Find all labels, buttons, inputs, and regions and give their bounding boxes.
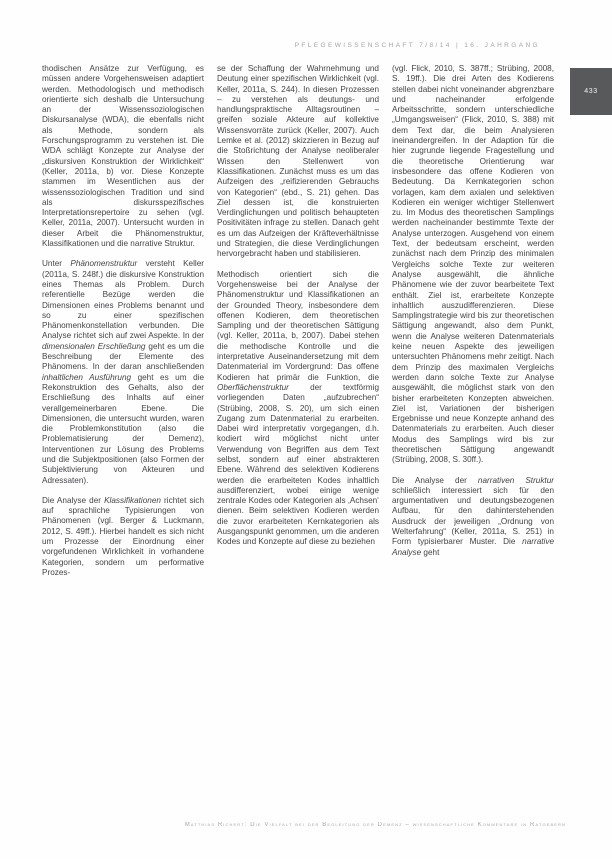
paragraph: Unter Phänomenstruktur versteht Keller (2011a, S. 248f.) die diskursive Konstruktion eines Themas als Problem. Durch referentielle Bezüge werden die Dimensionen eines Problems benannt und so zu einer spezifischen Phänomenkonstellation verbunden. Die Analyse richtet sich auf zwei Aspekte. In der dimensionalen Erschließung geht es um die Beschreibung der Elemente des Phänomens. In der daran anschließenden inhaltlichen Ausführung geht es um die Rekonstruktion des Gehalts, also der Erschließung des Inhalts auf einer verallgemeinerbaren Ebene. Die Dimensionen, die untersucht wurden, waren die Problemkonstitution (also die Problematisierung der Demenz), Interventionen zur Lösung des Problems und die Subjektpositionen (also Formen der Subjektivierung von Akteuren und Adressaten). <box>42 259 205 485</box>
paragraph: (vgl. Flick, 2010, S. 387ff.; Strübing, 2008, S. 19ff.). Die drei Arten des Kodierens stellen dabei nicht voneinander abgrenzbare und nacheinander erfolgende Arbeitsschritte, sondern unterschiedliche „Umgangsweisen“ (Flick, 2010, S. 388) mit dem Text dar, die beim Analysieren ineinandergreifen. In der Adaption für die hier zugrunde liegende Fragestellung und die theoretische Orientierung war insbesondere das offene Kodieren von Bedeutung. Da Kernkategorien schon vorlagen, kam dem axialen und selektiven Kodieren ein weniger wichtiger Stellenwert zu. Im Modus des theoretischen Samplings werden nacheinander bestimmte Texte der Analyse unterzogen. Ausgehend von einem Text, der bedeutsam erscheint, werden zunächst nach dem Prinzip des minimalen Vergleichs solche Texte zur weiteren Analyse ausgewählt, die ähnliche Phänomene wie der zuvor bearbeitete Text enthält. Ziel ist, erarbeitete Konzepte inhaltlich auszudifferenzieren. Diese Samplingstrategie wird bis zur theoretischen Sättigung angewandt, also dem Punkt, wenn die Analyse weiteren Datenmaterials keine neuen Aspekte des jeweiligen untersuchten Phänomens mehr zeitigt. Nach dem Prinzip des maximalen Vergleichs werden dann solche Texte zur Analyse ausgewählt, die möglichst stark von den bisher erarbeiteten Konzepten abweichen. Ziel ist, Variationen der bisherigen Ergebnisse und neue Konzepte anhand des Datenmaterials zu erarbeiten. Auch dieser Modus des Samplings wird bis zur theoretischen Sättigung angewandt (Strübing, 2008, S. 30ff.). <box>392 64 554 465</box>
page-number-tab <box>570 68 612 115</box>
paragraph: thodischen Ansätze zur Verfügung, es müssen andere Vorgehensweisen adaptiert werden. Methodologisch und methodisch orientierte sich deshalb die Untersuchung an der Wissenssoziologischen Diskursanalyse (WDA), die ebenfalls nicht als Methode, sondern als Forschungsprogramm zu verstehen ist. Die WDA schlägt Konzepte zur Analyse der „diskursiven Konstruktion der Wirklichkeit“ (Keller, 2011a, b) vor. Diese Konzepte stammen im Wesentlichen aus der wissenssoziologischen Tradition und sind als diskursspezifisches Interpretationsrepertoire zu sehen (vgl. Keller, 2011a, 2007). Untersucht wurden in dieser Arbeit die Phänomenstruktur, Klassifikationen und die narrative Struktur. <box>42 64 204 249</box>
article-body <box>42 64 554 812</box>
running-footer: Matthias Richert: Die Vielfalt bei der Begleitung der Demenz – wissenschaftliche Kommentare in Ratgebern <box>184 822 566 828</box>
paragraph: Die Analyse der Klassifikationen richtet sich auf sprachliche Typisierungen von Phänomenen (vgl. Berger & Luckmann, 2012, S. 49ff.). Hierbei handelt es sich nicht um Prozesse der Einordnung einer vorgefundenen Wirklichkeit in vorhandene Kategorien, sondern um performative Prozes- <box>42 495 205 577</box>
page-number: 433 <box>584 88 598 95</box>
paragraph: se der Schaffung der Wahrnehmung und Deutung einer spezifischen Wirklichkeit (vgl. Keller, 2011a, S. 244). In diesen Prozessen – zu verstehen als deutungs- und handlungspraktische Alltagsroutinen – greifen soziale Akteure auf kollektive Wissensvorräte zurück (Keller, 2007). Auch Lemke et al. (2012) skizzieren in Bezug auf die Stoßrichtung der Analyse neoliberaler Wissen den Stellenwert von Klassifikationen. Zunächst muss es um das Aufzeigen des „reifizierenden Gebrauchs von Kategorien“ (ebd., S. 21) gehen. Das Ziel dessen ist, die konstruierten Verdinglichungen und politisch behaupteten Positivitäten infrage zu stellen. Danach geht es um das Aufzeigen der Kräfteverhältnisse und Strategien, die diese Verdinglichungen hervorgebracht haben und stabilisieren. <box>217 64 379 259</box>
text-column-1 <box>42 64 204 812</box>
text-column-2 <box>217 64 379 812</box>
paragraph: Die Analyse der narrativen Struktur schließlich interessiert sich für den argumentativen und deutungsbezogenen Aufbau, für den dahinterstehenden Ausdruck der jeweiligen „Ordnung von Welterfahrung“ (Keller, 2011a, S. 251) in Form typisierbarer Muster. Die narrative Analyse geht <box>392 475 554 557</box>
text-column-3 <box>392 64 554 812</box>
running-header: PFLEGEWISSENSCHAFT 7/8/14 | 16. JAHRGANG <box>294 42 540 49</box>
paragraph: Methodisch orientiert sich die Vorgehensweise bei der Analyse der Phänomenstruktur und Klassifikationen an der Grounded Theory, insbesondere dem offenen Kodieren, dem theoretischen Sampling und der theoretischen Sättigung (vgl. Keller, 2011a, b, 2007). Dabei stehen die methodische Kontrolle und die interpretative Auseinandersetzung mit dem Datenmaterial im Vordergrund: Das offene Kodieren hat primär die Funktion, die Oberflächenstruktur der textförmig vorliegenden Daten „aufzubrechen“ (Strübing, 2008, S. 20), um sich einen Zugang zum Datenmaterial zu erarbeiten. Dabei wird interpretativ vorgegangen, d.h. kodiert wird möglichst nicht unter Verwendung von Begriffen aus dem Text selbst, sondern auf einer abstrakteren Ebene. Während des selektiven Kodierens werden die erarbeiteten Kodes inhaltlich ausdifferenziert, wobei einige wenige zentrale Kodes oder Kategorien als ‚Achsen‘ dienen. Beim selektiven Kodieren werden die zuvor erarbeiteten Kernkategorien als Ausgangspunkt genommen, um die anderen Kodes und Konzepte auf diese zu beziehen <box>217 269 379 547</box>
